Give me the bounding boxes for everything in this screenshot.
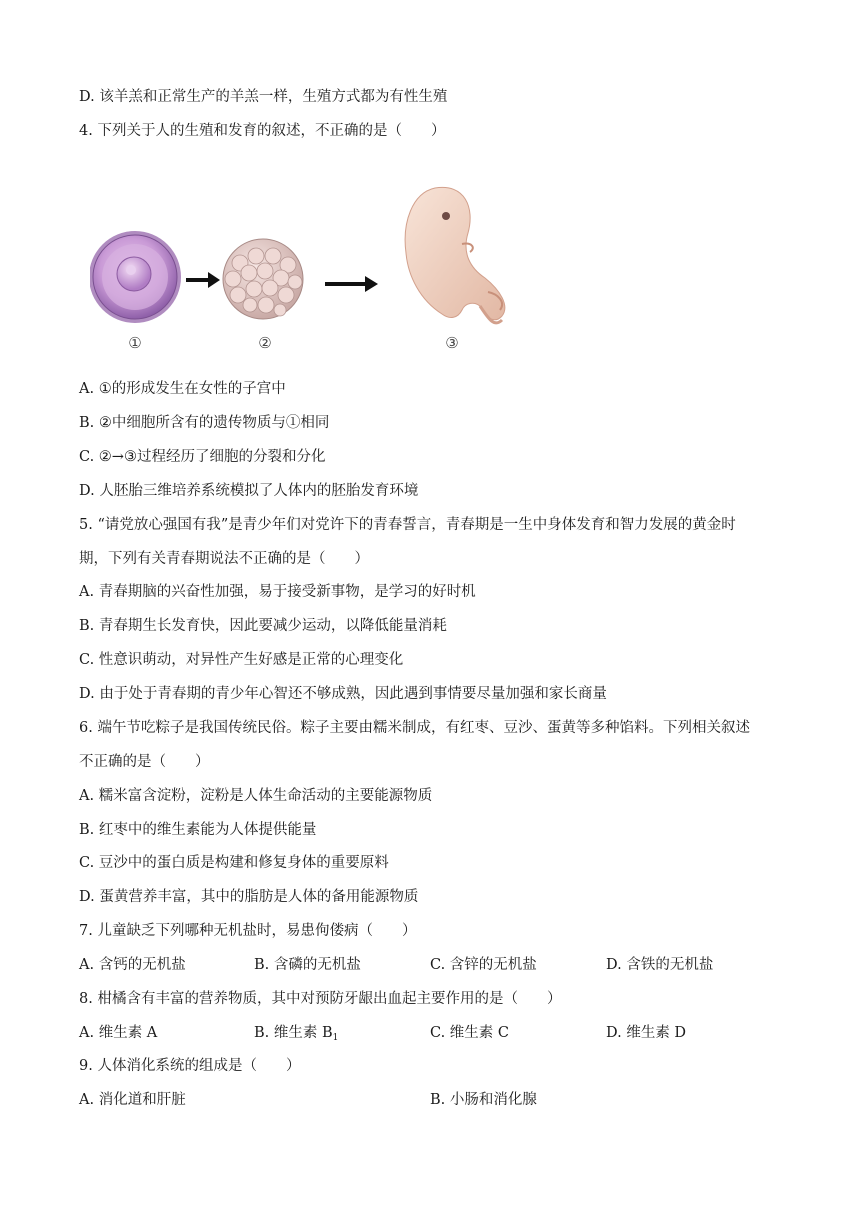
embryo-icon xyxy=(405,187,505,323)
q5-option-a: A. 青春期脑的兴奋性加强，易于接受新事物，是学习的好时机 xyxy=(79,584,476,600)
q7-option-c: C. 含锌的无机盐 xyxy=(430,957,537,973)
figure-label-2: ② xyxy=(258,334,272,352)
q5-option-d: D. 由于处于青春期的青少年心智还不够成熟，因此遇到事情要尽量加强和家长商量 xyxy=(79,686,607,702)
q6-option-a: A. 糯米富含淀粉，淀粉是人体生命活动的主要能源物质 xyxy=(79,788,433,804)
q6-option-d: D. 蛋黄营养丰富，其中的脂肪是人体的备用能源物质 xyxy=(79,889,419,905)
q4-figure xyxy=(90,178,530,356)
q9-stem: 9. 人体消化系统的组成是（ ） xyxy=(79,1058,301,1074)
figure-label-1: ① xyxy=(128,334,142,352)
q5-stem-line1: 5. “请党放心强国有我”是青少年们对党许下的青春誓言，青春期是一生中身体发育和智力发展的黄金时 xyxy=(79,517,736,533)
q3-option-d: D. 该羊羔和正常生产的羊羔一样，生殖方式都为有性生殖 xyxy=(79,89,448,105)
q4-option-a: A. ①的形成发生在女性的子宫中 xyxy=(79,381,286,397)
q5-option-c: C. 性意识萌动，对异性产生好感是正常的心理变化 xyxy=(79,652,404,668)
q9-option-b: B. 小肠和消化腺 xyxy=(430,1092,537,1108)
q9-option-a: A. 消化道和肝脏 xyxy=(79,1092,186,1108)
q4-option-d: D. 人胚胎三维培养系统模拟了人体内的胚胎发育环境 xyxy=(79,483,419,499)
q4-option-c: C. ②→③过程经历了细胞的分裂和分化 xyxy=(79,449,326,465)
q8-option-b xyxy=(254,1023,338,1048)
q8-option-d: D. 维生素 D xyxy=(606,1025,687,1041)
q8-option-a: A. 维生素 A xyxy=(79,1025,158,1041)
figure-label-3: ③ xyxy=(445,334,459,352)
q6-option-b: B. 红枣中的维生素能为人体提供能量 xyxy=(79,822,317,838)
q7-stem: 7. 儿童缺乏下列哪种无机盐时，易患佝偻病（ ） xyxy=(79,923,417,939)
q5-stem-line2: 期，下列有关青春期说法不正确的是（ ） xyxy=(79,551,369,567)
arrow-right-icon xyxy=(186,272,220,288)
q7-option-a: A. 含钙的无机盐 xyxy=(79,957,186,973)
q6-stem-line1: 6. 端午节吃粽子是我国传统民俗。粽子主要由糯米制成，有红枣、豆沙、蛋黄等多种馅料。下列相关叙述 xyxy=(79,720,750,736)
arrow-right-icon xyxy=(325,276,378,292)
q8-stem: 8. 柑橘含有丰富的营养物质，其中对预防牙龈出血起主要作用的是（ ） xyxy=(79,991,562,1007)
q5-option-b: B. 青春期生长发育快，因此要减少运动，以降低能量消耗 xyxy=(79,618,447,634)
q6-stem-line2: 不正确的是（ ） xyxy=(79,754,210,770)
q7-option-d: D. 含铁的无机盐 xyxy=(606,957,714,973)
q4-option-b: B. ②中细胞所含有的遗传物质与①相同 xyxy=(79,415,330,431)
cell-cluster-icon xyxy=(223,239,303,319)
q7-option-b: B. 含磷的无机盐 xyxy=(254,957,361,973)
fertilized-egg-cell-icon xyxy=(90,231,181,323)
q4-stem: 4. 下列关于人的生殖和发育的叙述，不正确的是（ ） xyxy=(79,123,446,139)
q8-option-b-main: B. 维生素 B xyxy=(254,1025,333,1041)
q6-option-c: C. 豆沙中的蛋白质是构建和修复身体的重要原料 xyxy=(79,855,389,871)
q8-option-c: C. 维生素 C xyxy=(430,1025,509,1041)
q8-option-b-subscript: 1 xyxy=(332,1033,339,1043)
